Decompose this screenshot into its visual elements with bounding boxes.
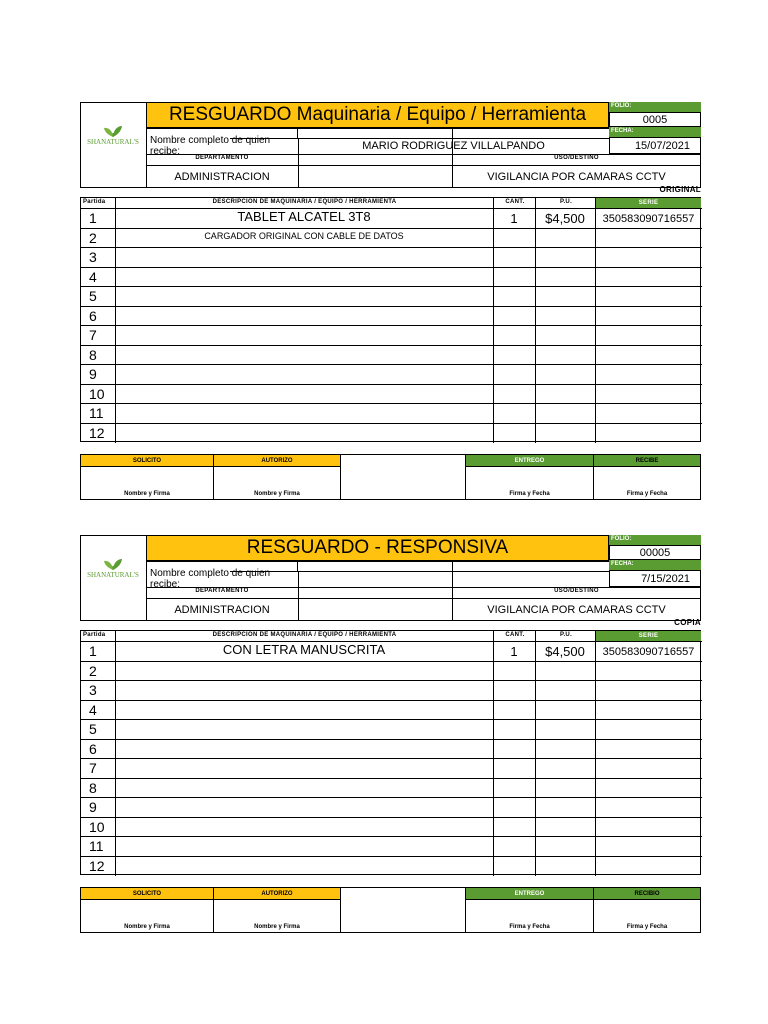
table-row: [81, 837, 702, 857]
col-descripcion: DESCRIPCION DE MAQUINARIA / EQUIPO / HERRAMIENTA: [212, 632, 397, 638]
signature-heading: ENTREGO: [466, 888, 593, 900]
items-table: [80, 197, 701, 442]
table-row: [81, 268, 702, 288]
copy-tag: ORIGINAL: [659, 185, 701, 194]
table-row: [81, 857, 702, 877]
table-row: [81, 798, 702, 818]
table-row: [81, 701, 702, 721]
col-serie: SERIE: [596, 631, 701, 641]
signature-caption: Nombre y Firma: [254, 924, 300, 930]
signature-heading: AUTORIZO: [214, 888, 340, 900]
divider: [146, 561, 609, 562]
signatures-box: [80, 887, 701, 933]
table-row: [81, 365, 702, 385]
table-row: [81, 720, 702, 740]
signature-cell: [214, 888, 341, 932]
resguardo-form-1: [80, 102, 701, 502]
folio-label: FOLIO:: [609, 535, 701, 545]
signatures-box: [80, 454, 701, 500]
signature-heading: RECIBE: [594, 455, 700, 467]
col-pu: P.U.: [559, 199, 573, 205]
fecha-label: FECHA:: [609, 560, 701, 570]
signature-cell: [81, 455, 214, 499]
recibe-value: MARIO RODRIGUEZ VILLALPANDO: [362, 140, 545, 152]
col-partida: Partida: [83, 632, 106, 638]
row-number: 10: [89, 818, 105, 835]
table-row: [81, 681, 702, 701]
signature-caption: Firma y Fecha: [509, 491, 550, 497]
divider: [298, 138, 299, 188]
table-header: [81, 631, 702, 642]
signature-cell: [594, 455, 700, 499]
signature-cell: [594, 888, 700, 932]
row-number: 4: [89, 268, 97, 285]
signature-cell: [466, 888, 594, 932]
signature-cell: [341, 888, 466, 932]
signature-caption: Nombre y Firma: [124, 924, 170, 930]
logo: [80, 124, 146, 146]
signature-heading: AUTORIZO: [214, 455, 340, 467]
fecha-value: 7/15/2021: [609, 570, 701, 587]
signature-heading: ENTREGO: [466, 455, 593, 467]
copy-tag: COPIA: [674, 618, 701, 627]
row-serie: 350583090716557: [602, 646, 695, 658]
form-title: RESGUARDO - RESPONSIVA: [146, 535, 609, 561]
table-row: [81, 759, 702, 779]
row-number: 7: [89, 327, 97, 343]
signature-caption: Firma y Fecha: [626, 491, 668, 497]
row-number: 11: [89, 838, 104, 854]
folio-value: 00005: [609, 545, 701, 560]
row-cant: 1: [510, 644, 518, 659]
row-description: TABLET ALCATEL 3T8: [237, 209, 371, 224]
signature-caption: Nombre y Firma: [254, 491, 300, 497]
leaf-icon: [103, 124, 123, 138]
signature-heading: SOLICITO: [81, 455, 213, 467]
form-title: RESGUARDO Maquinaria / Equipo / Herramienta: [146, 102, 609, 128]
table-row: [81, 346, 702, 366]
signature-heading: [341, 455, 465, 466]
row-number: 6: [89, 740, 97, 757]
table-row: [81, 307, 702, 327]
row-number: 6: [89, 307, 97, 324]
col-pu: P.U.: [559, 632, 573, 638]
row-number: 12: [89, 857, 105, 874]
col-cant: CANT.: [505, 632, 525, 638]
row-number: 9: [89, 799, 97, 815]
row-number: 9: [89, 366, 97, 382]
table-row: [81, 404, 702, 424]
fecha-value: 15/07/2021: [609, 137, 701, 154]
uso-value: VIGILANCIA POR CAMARAS CCTV: [487, 171, 666, 183]
signature-cell: [214, 455, 341, 499]
signature-heading: SOLICITO: [81, 888, 213, 900]
table-row: [81, 326, 702, 346]
row-cant: 1: [510, 211, 518, 226]
row-number: 8: [89, 346, 97, 363]
row-pu: $4,500: [545, 644, 585, 659]
uso-value: VIGILANCIA POR CAMARAS CCTV: [487, 604, 666, 616]
row-number: 7: [89, 760, 97, 776]
divider: [146, 128, 609, 129]
row-number: 5: [89, 721, 97, 737]
row-number: 2: [89, 662, 97, 679]
signature-caption: Firma y Fecha: [509, 924, 550, 930]
table-row: [81, 818, 702, 838]
row-pu: $4,500: [545, 211, 585, 226]
signature-heading: [341, 888, 465, 899]
departamento-value: ADMINISTRACION: [174, 171, 270, 183]
col-cant: CANT.: [505, 199, 525, 205]
departamento-label: DEPARTAMENTO: [195, 588, 249, 594]
logo-text: SHANATURAL'S: [87, 138, 139, 146]
divider: [298, 571, 299, 621]
row-number: 8: [89, 779, 97, 796]
row-number: 1: [89, 643, 97, 659]
table-row: [81, 662, 702, 682]
table-row: [81, 642, 702, 662]
row-description: CON LETRA MANUSCRITA: [222, 642, 386, 657]
logo: [80, 557, 146, 579]
uso-label: USO/DESTINO: [554, 155, 599, 161]
row-serie: 350583090716557: [602, 213, 695, 225]
row-number: 1: [89, 210, 97, 226]
signature-cell: [466, 455, 594, 499]
row-number: 10: [89, 385, 105, 402]
table-row: [81, 779, 702, 799]
signature-heading: RECIBIO: [594, 888, 700, 900]
folio-label: FOLIO:: [609, 102, 701, 112]
table-row: [81, 287, 702, 307]
resguardo-form-2: [80, 535, 701, 935]
items-table: [80, 630, 701, 875]
row-number: 2: [89, 229, 97, 246]
table-row: [81, 248, 702, 268]
table-row: [81, 209, 702, 229]
fecha-label: FECHA:: [609, 127, 701, 137]
signature-cell: [341, 455, 466, 499]
departamento-value: ADMINISTRACION: [174, 604, 270, 616]
row-number: 11: [89, 405, 104, 421]
recibe-value: [298, 571, 609, 587]
table-row: [81, 424, 702, 444]
signature-caption: Nombre y Firma: [124, 491, 170, 497]
col-serie: SERIE: [596, 198, 701, 208]
leaf-icon: [103, 557, 123, 571]
recibe-label: Nombre completo de quien recibe:: [150, 135, 271, 157]
table-row: [81, 385, 702, 405]
departamento-label: DEPARTAMENTO: [195, 155, 249, 161]
signature-caption: Firma y Fecha: [626, 924, 668, 930]
table-header: [81, 198, 702, 209]
row-number: 3: [89, 249, 97, 265]
row-number: 5: [89, 288, 97, 304]
col-partida: Partida: [83, 199, 106, 205]
logo-text: SHANATURAL'S: [87, 571, 139, 579]
col-descripcion: DESCRIPCION DE MAQUINARIA / EQUIPO / HERRAMIENTA: [212, 199, 397, 205]
table-row: [81, 229, 702, 249]
row-description: CARGADOR ORIGINAL CON CABLE DE DATOS: [204, 230, 404, 241]
row-number: 4: [89, 701, 97, 718]
row-number: 12: [89, 424, 105, 441]
signature-cell: [81, 888, 214, 932]
uso-label: USO/DESTINO: [554, 588, 599, 594]
row-number: 3: [89, 682, 97, 698]
recibe-label: Nombre completo de quien recibe:: [150, 568, 271, 590]
table-row: [81, 740, 702, 760]
folio-value: 0005: [609, 112, 701, 127]
